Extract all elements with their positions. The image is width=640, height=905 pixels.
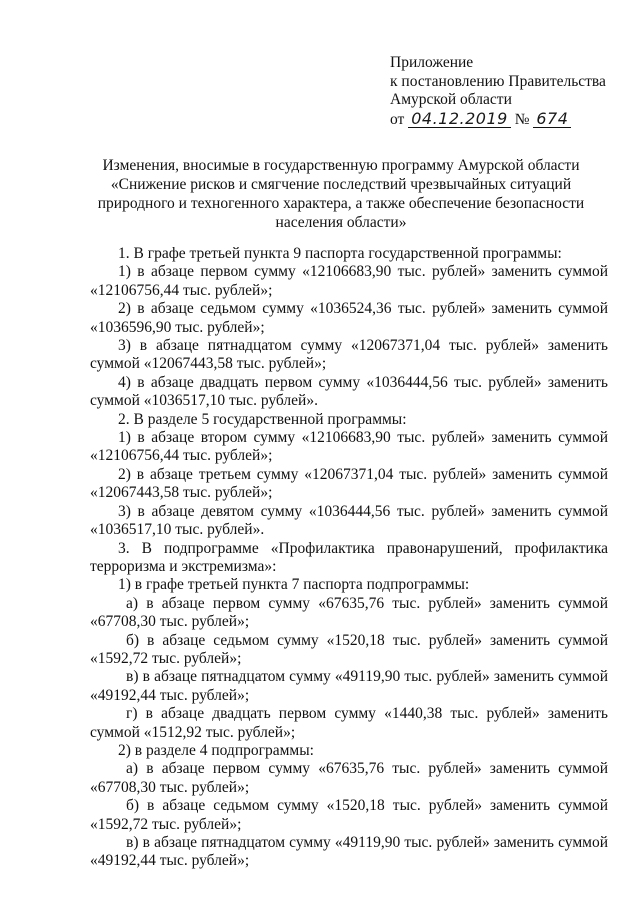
paragraph: б) в абзаце седьмом сумму «1520,18 тыс. рублей» заменить суммой «1592,72 тыс. рублей»; [90,797,608,833]
paragraph: 3) в абзаце пятнадцатом сумму «12067371,04 тыс. рублей» заменить суммой «12067443,58 тыс. рублей»; [90,337,608,373]
paragraph: г) в абзаце двадцать первом сумму «1440,38 тыс. рублей» заменить суммой «1512,92 тыс. рублей»; [90,705,608,741]
paragraph: 2) в абзаце седьмом сумму «1036524,36 тыс. рублей» заменить суммой «1036596,90 тыс. рублей»; [90,300,608,336]
paragraph: 2) в разделе 4 подпрограммы: [118,741,314,759]
paragraph: а) в абзаце первом сумму «67635,76 тыс. рублей» заменить суммой «67708,30 тыс. рублей»; [90,760,608,796]
paragraph: 1) в графе третьей пункта 7 паспорта подпрограммы: [118,576,470,594]
paragraph: а) в абзаце первом сумму «67635,76 тыс. рублей» заменить суммой «67708,30 тыс. рублей»; [90,594,608,631]
document-body [90,245,608,871]
appendix-date-line [390,110,630,130]
paragraph: 1. В графе третьей пункта 9 паспорта государственной программы: [118,245,562,262]
date-prefix: от [390,110,405,128]
paragraph: 4) в абзаце двадцать первом сумму «1036444,56 тыс. рублей» заменить суммой «1036517,10 тыс. рублей». [90,373,608,410]
appendix-label: Приложение [390,54,474,71]
paragraph: в) в абзаце пятнадцатом сумму «49119,90 тыс. рублей» заменить суммой «49192,44 тыс. рублей»; [90,668,608,704]
title-line-4: населения области» [275,214,407,231]
paragraph: 2) в абзаце третьем сумму «12067371,04 тыс. рублей» заменить суммой «12067443,58 тыс. рублей»; [90,465,608,502]
paragraph: в) в абзаце пятнадцатом сумму «49119,90 тыс. рублей» заменить суммой «49192,44 тыс. рублей»; [90,834,608,870]
paragraph: 2. В разделе 5 государственной программы: [118,410,407,428]
appendix-resolution: к постановлению Правительства [390,72,606,90]
appendix-header [390,54,630,129]
paragraph: 3) в абзаце девятом сумму «1036444,56 тыс. рублей» заменить суммой «1036517,10 тыс. рублей». [90,502,608,539]
document-title [96,156,586,232]
title-line-1: Изменения, вносимые в государственную программу Амурской области [102,157,580,174]
title-line-2: «Снижение рисков и смягчение последствий чрезвычайных ситуаций [110,176,572,193]
handwritten-number: 674 [533,110,571,128]
handwritten-date: 04.12.2019 [408,110,511,128]
title-line-3: природного и техногенного характера, а также обеспечение безопасности [97,195,585,212]
appendix-region: Амурской области [390,91,512,108]
paragraph: 1) в абзаце первом сумму «12106683,90 тыс. рублей» заменить суммой «12106756,44 тыс. рублей»; [90,263,608,299]
number-prefix: № [514,110,530,128]
paragraph: 3. В подпрограмме «Профилактика правонарушений, профилактика терроризма и экстремизма»: [90,539,608,575]
paragraph: 1) в абзаце втором сумму «12106683,90 тыс. рублей» заменить суммой «12106756,44 тыс. рублей»; [90,429,608,465]
paragraph: б) в абзаце седьмом сумму «1520,18 тыс. рублей» заменить суммой «1592,72 тыс. рублей»; [90,631,608,667]
